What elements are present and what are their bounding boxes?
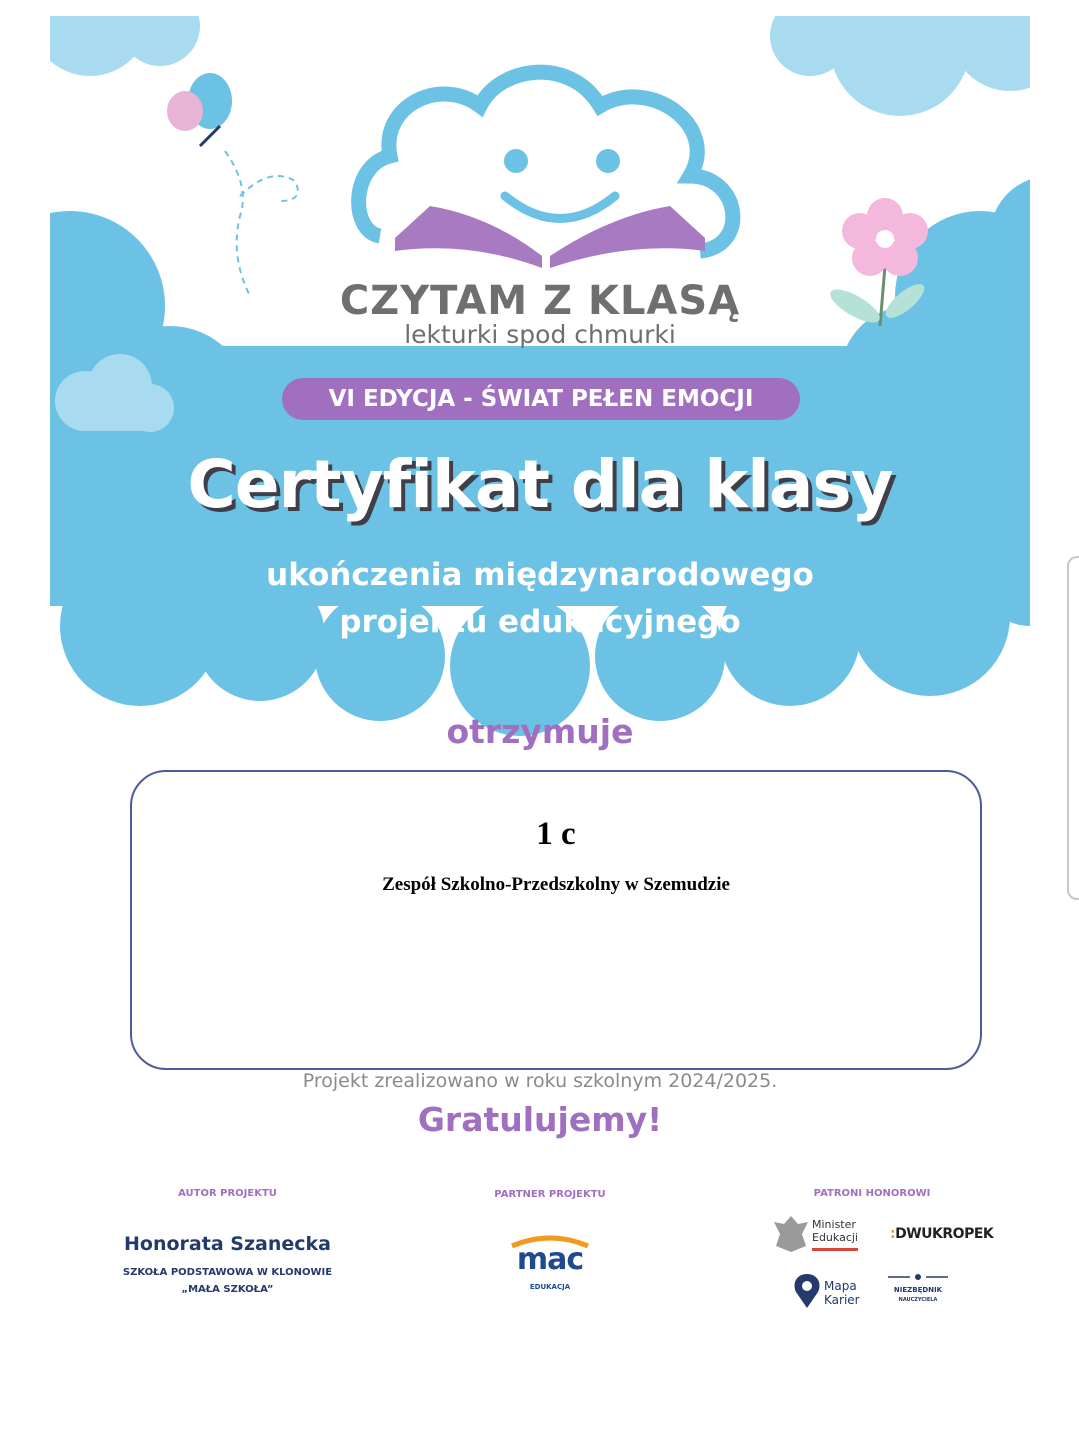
patron-minister-line2: Edukacji bbox=[812, 1231, 858, 1244]
certificate-page bbox=[50, 16, 1030, 1376]
certificate-subtitle-line2: projektu edukacyjnego bbox=[339, 604, 741, 640]
patron-niezbednik: NIEZBĘDNIK bbox=[893, 1286, 943, 1294]
author-school-line1: SZKOŁA PODSTAWOWA W KLONOWIE bbox=[122, 1267, 333, 1278]
butterfly-icon bbox=[167, 73, 298, 296]
patron-minister-line1: Minister bbox=[812, 1218, 856, 1231]
top-right-cloud bbox=[770, 16, 1030, 116]
author-school bbox=[90, 1264, 365, 1298]
logo-subtitle: lekturki spod chmurki bbox=[404, 320, 676, 349]
patron-dwukropek-label: DWUKROPEK bbox=[895, 1226, 994, 1242]
receives-label: otrzymuje bbox=[446, 712, 634, 751]
partner-mac-sub: EDUKACJA bbox=[529, 1283, 571, 1291]
certificate-subtitle-line1: ukończenia międzynarodowego bbox=[266, 557, 814, 593]
cloud-eyes bbox=[504, 149, 620, 173]
recipient-box bbox=[130, 770, 982, 1070]
minister-underline bbox=[812, 1248, 858, 1251]
top-left-cloud bbox=[50, 16, 200, 76]
class-name: 1 c bbox=[536, 816, 576, 852]
partner-label: PARTNER PROJEKTU bbox=[494, 1189, 606, 1200]
certificate-subtitle bbox=[50, 552, 1030, 646]
logo-title: CZYTAM Z KLASĄ bbox=[339, 278, 741, 324]
dwukropek-colon-icon: : bbox=[890, 1226, 896, 1242]
patron-dwukropek bbox=[890, 1226, 993, 1242]
project-year-text: Projekt zrealizowano w roku szkolnym 2024/2025. bbox=[302, 1070, 778, 1092]
author-school-line2: „MAŁA SZKOŁA” bbox=[181, 1284, 274, 1295]
patrons-label: PATRONI HONOROWI bbox=[813, 1188, 931, 1199]
cloud-smile bbox=[505, 196, 615, 219]
patron-mapa-line1: Mapa bbox=[824, 1279, 857, 1293]
author-name: Honorata Szanecka bbox=[124, 1233, 331, 1255]
patron-mapa-karier bbox=[824, 1279, 860, 1307]
niezbednik-line-icon bbox=[888, 1272, 948, 1282]
author-label: AUTOR PROJEKTU bbox=[178, 1188, 277, 1199]
edition-badge: VI EDYCJA - ŚWIAT PEŁEN EMOCJI bbox=[282, 378, 800, 420]
school-name: Zespół Szkolno-Przedszkolny w Szemudzie bbox=[382, 874, 730, 895]
mapa-karier-pin-icon bbox=[792, 1272, 822, 1310]
congrats-text: Gratulujemy! bbox=[417, 1100, 663, 1139]
certificate-title: Certyfikat dla klasy bbox=[187, 446, 893, 523]
scroll-handle[interactable] bbox=[1067, 556, 1079, 900]
patron-mapa-line2: Karier bbox=[824, 1293, 860, 1307]
eagle-emblem-icon bbox=[772, 1214, 810, 1254]
patron-minister bbox=[812, 1218, 858, 1244]
partner-mac-logo: mac bbox=[516, 1242, 584, 1277]
patron-niezbednik-sub: NAUCZYCIELA bbox=[898, 1297, 938, 1303]
